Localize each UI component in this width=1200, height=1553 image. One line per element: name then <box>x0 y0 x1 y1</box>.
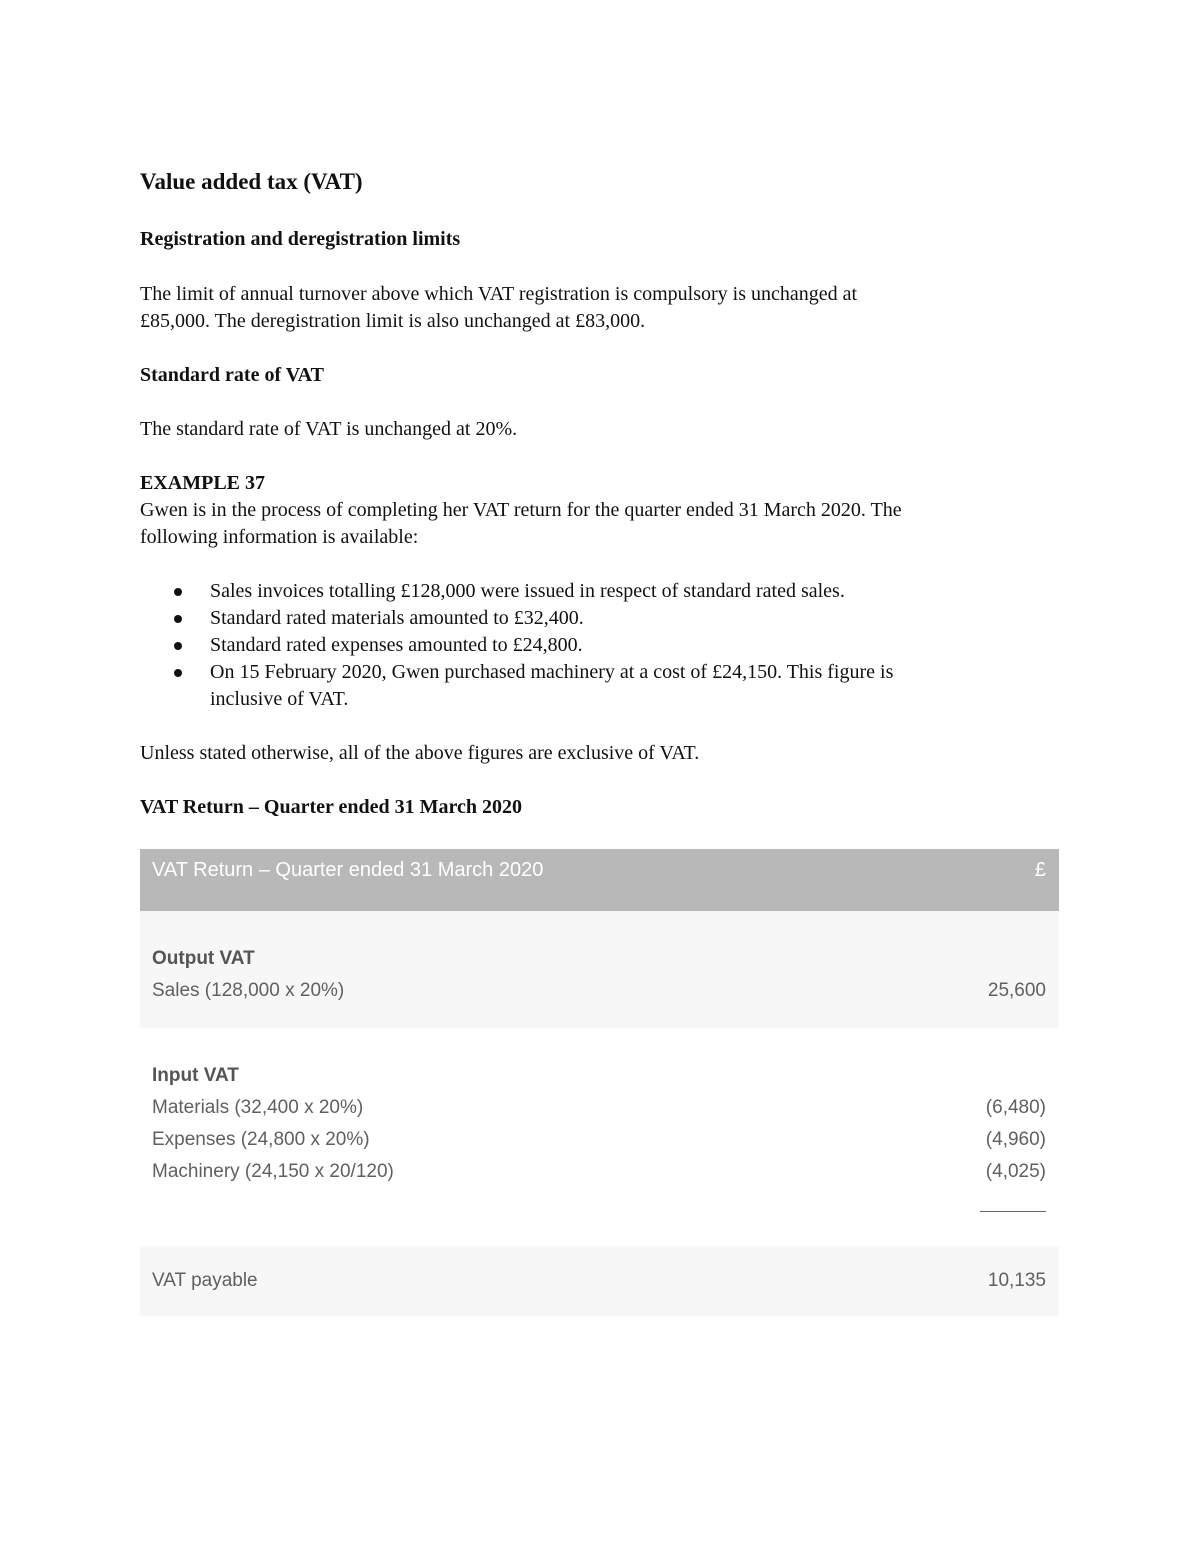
vat-table-header-title: VAT Return – Quarter ended 31 March 2020 <box>152 859 544 881</box>
registration-line-1: The limit of annual turnover above which VAT registration is compulsory is unchanged at <box>140 283 858 305</box>
document-body <box>140 166 1060 821</box>
row-description: Materials (32,400 x 20%) <box>152 1097 364 1118</box>
example-intro-line-2: following information is available: <box>140 526 419 548</box>
table-row <box>152 975 1046 1007</box>
list-item: Sales invoices totalling £128,000 were issued in respect of standard rated sales. <box>140 578 1060 605</box>
example-heading: EXAMPLE 37 <box>140 472 265 494</box>
output-vat-section <box>140 911 1059 1028</box>
input-vat-section <box>140 1028 1059 1246</box>
vat-table-header <box>140 849 1059 911</box>
vat-return-heading: VAT Return – Quarter ended 31 March 2020 <box>140 796 523 818</box>
input-vat-label: Input VAT <box>152 1065 239 1086</box>
standard-rate-paragraph: The standard rate of VAT is unchanged at 20%. <box>140 418 518 440</box>
list-item-line-2: inclusive of VAT. <box>210 688 349 710</box>
table-row <box>152 1092 1046 1124</box>
row-amount: 25,600 <box>987 980 1046 1001</box>
row-description: Sales (128,000 x 20%) <box>152 980 345 1001</box>
vat-table-header-currency: £ <box>1034 859 1046 881</box>
list-item: Standard rated expenses amounted to £24,800. <box>140 632 1060 659</box>
row-description: Expenses (24,800 x 20%) <box>152 1129 370 1150</box>
subtotal-rule <box>980 1211 1046 1212</box>
registration-heading: Registration and deregistration limits <box>140 228 461 250</box>
exclusive-note: Unless stated otherwise, all of the above figures are exclusive of VAT. <box>140 742 700 764</box>
vat-payable-row <box>140 1246 1059 1316</box>
table-row <box>152 1156 1046 1188</box>
vat-payable-label: VAT payable <box>152 1270 258 1291</box>
example-intro <box>140 497 1060 551</box>
example-intro-line-1: Gwen is in the process of completing her VAT return for the quarter ended 31 March 2020. The <box>140 499 902 521</box>
registration-line-2: £85,000. The deregistration limit is also unchanged at £83,000. <box>140 310 646 332</box>
example-bullet-list <box>140 578 1060 713</box>
row-amount: (4,025) <box>985 1161 1046 1182</box>
page-title: Value added tax (VAT) <box>140 169 363 194</box>
row-amount: (4,960) <box>985 1129 1046 1150</box>
vat-return-table <box>140 849 1059 1316</box>
table-row <box>152 1124 1046 1156</box>
row-description: Machinery (24,150 x 20/120) <box>152 1161 394 1182</box>
registration-paragraph <box>140 281 1060 335</box>
list-item <box>140 659 1060 713</box>
row-amount: (6,480) <box>985 1097 1046 1118</box>
output-vat-label: Output VAT <box>152 948 255 969</box>
list-item: Standard rated materials amounted to £32,400. <box>140 605 1060 632</box>
list-item-line-1: On 15 February 2020, Gwen purchased machinery at a cost of £24,150. This figure is <box>210 661 894 683</box>
standard-rate-heading: Standard rate of VAT <box>140 364 324 386</box>
vat-payable-amount: 10,135 <box>987 1270 1046 1291</box>
